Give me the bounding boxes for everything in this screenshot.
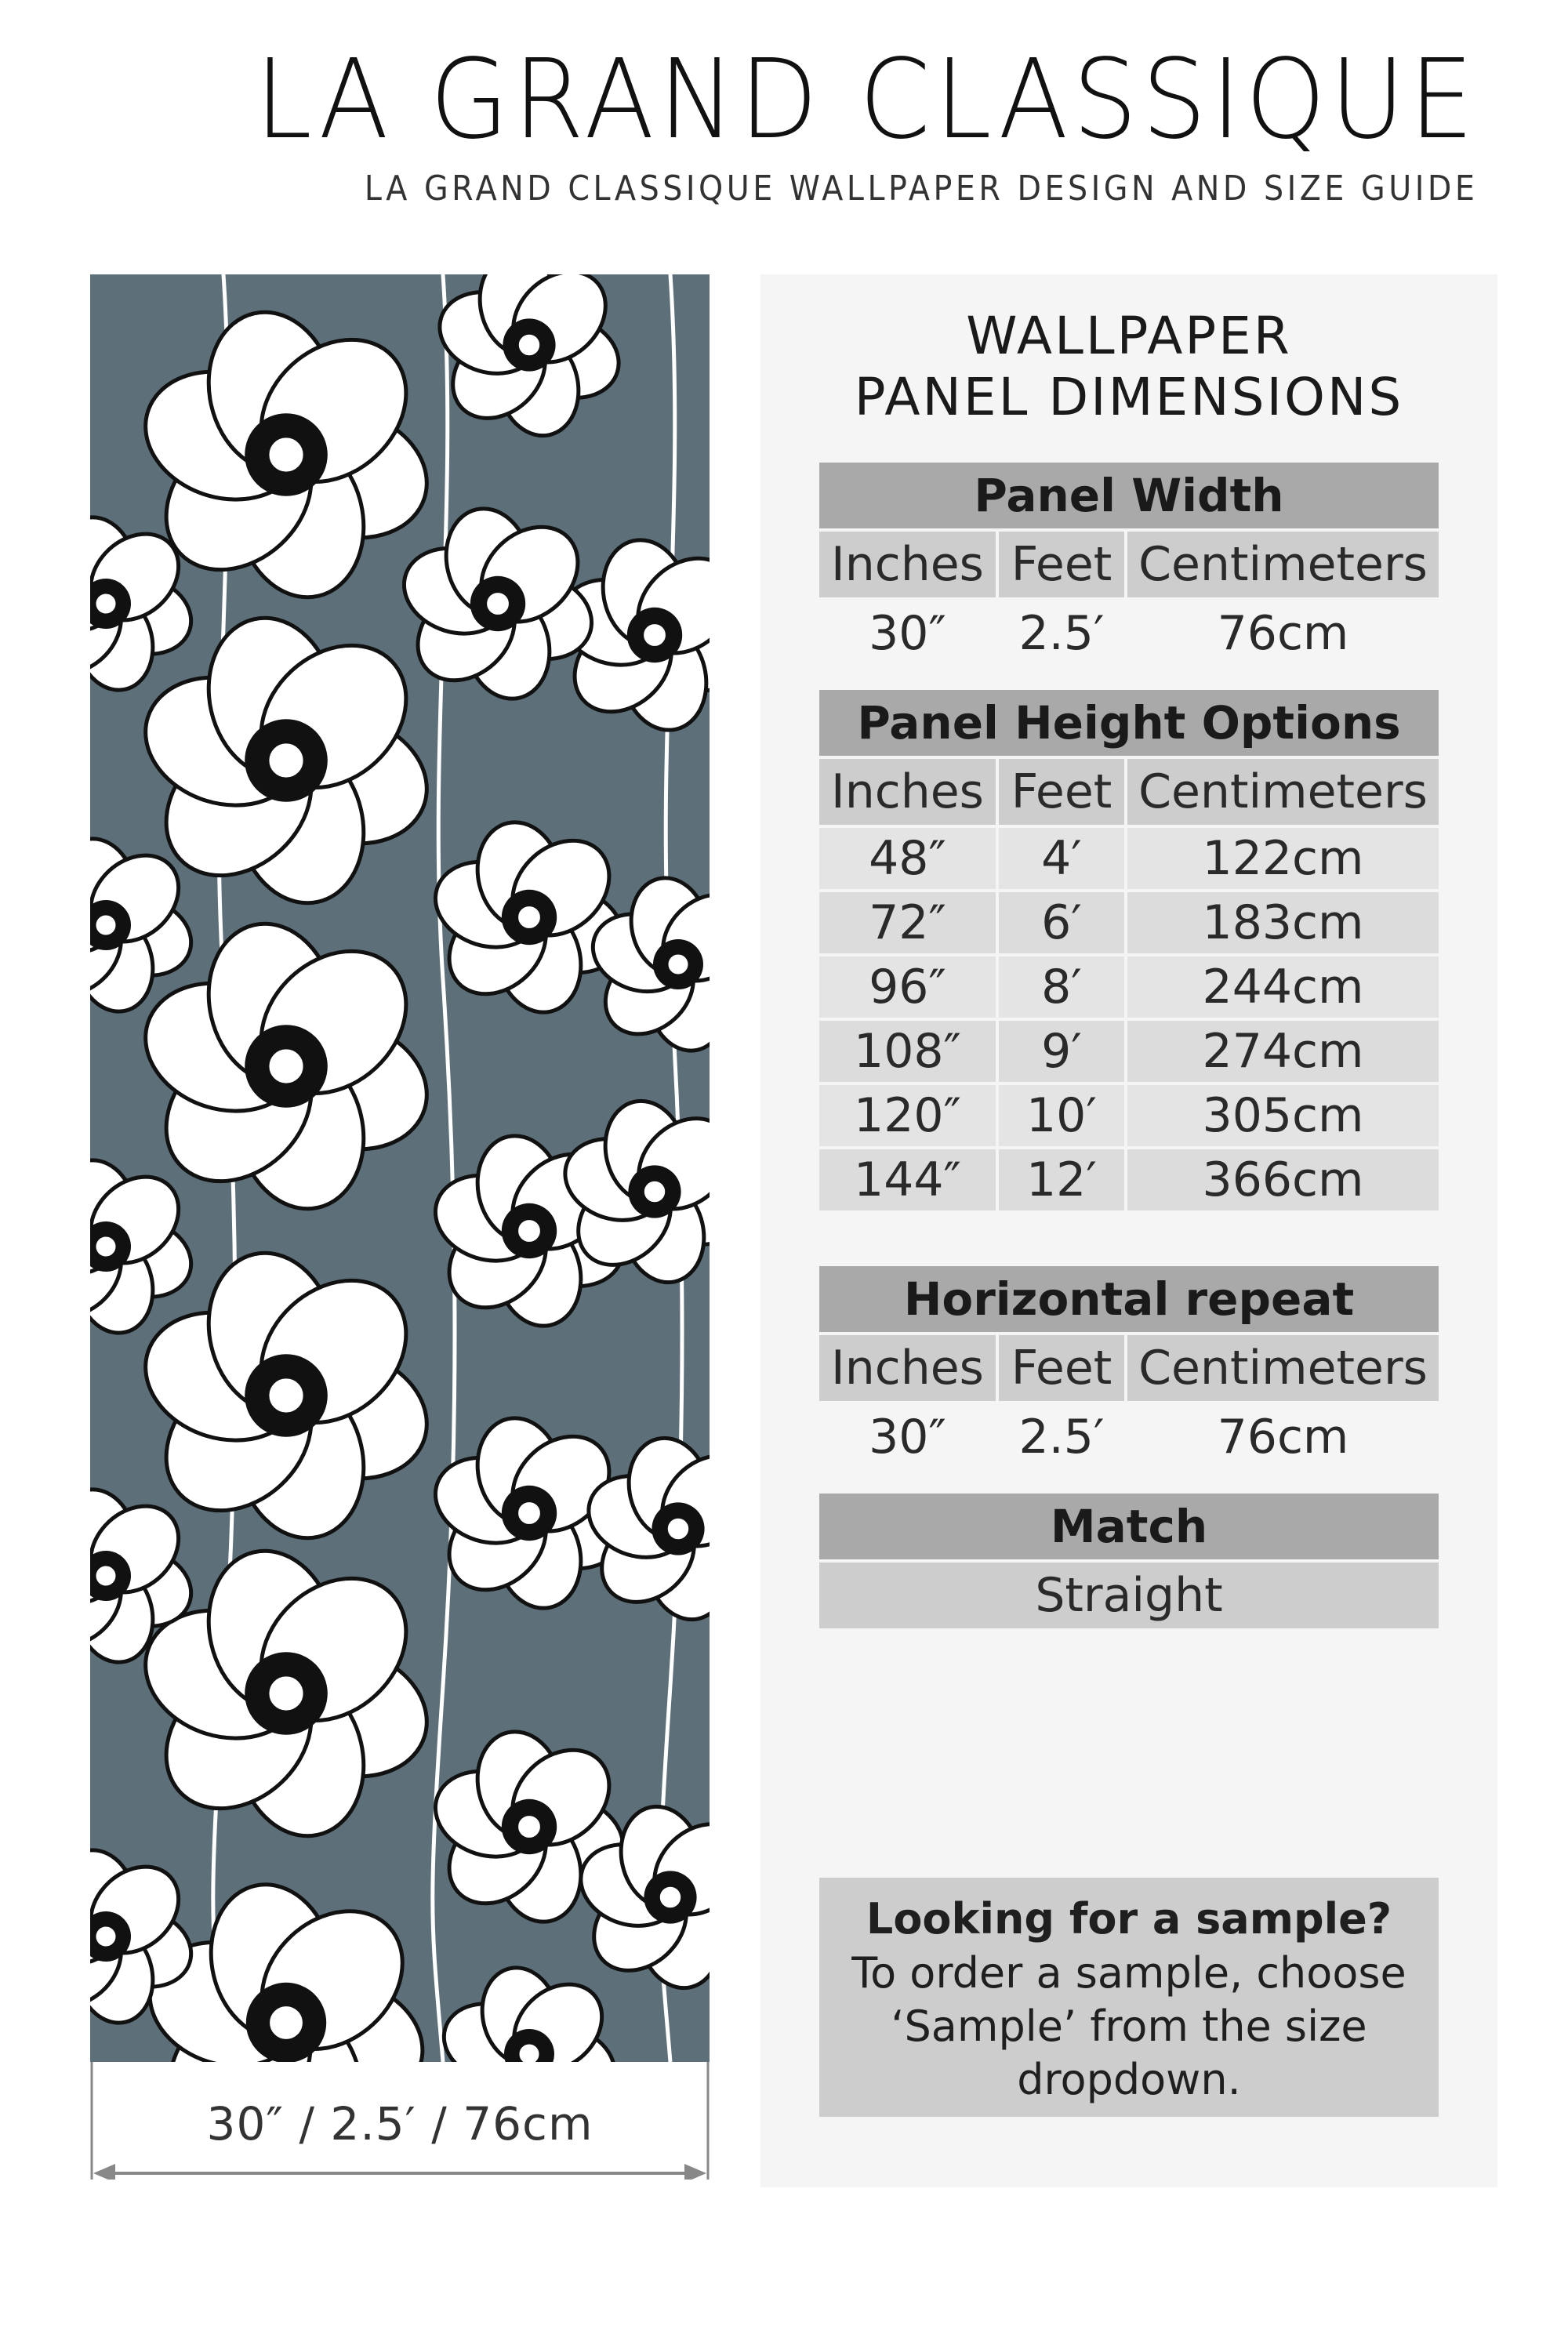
height-cm: 274cm: [1127, 1021, 1439, 1082]
panel-height-column-headers: [819, 759, 1439, 825]
horizontal-repeat-header: Horizontal repeat: [819, 1266, 1439, 1332]
panel-width-header: Panel Width: [819, 463, 1439, 528]
width-dimension-label: 30″ / 2.5′ / 76cm: [206, 2097, 593, 2151]
height-feet: 10′: [999, 1085, 1124, 1146]
match-header: Match: [819, 1494, 1439, 1559]
spec-heading: [760, 306, 1497, 428]
width-dimension-indicator: [90, 2062, 710, 2180]
height-inches: 144″: [819, 1149, 996, 1210]
height-cm: 244cm: [1127, 956, 1439, 1018]
height-cm: 366cm: [1127, 1149, 1439, 1210]
panel-height-table: [819, 690, 1439, 1214]
brand-subtitle: LA GRAND CLASSIQUE WALLPAPER DESIGN AND SIZE GUIDE: [364, 169, 1478, 209]
column-header-feet: Feet: [999, 532, 1124, 597]
spec-panel: [760, 274, 1497, 2187]
horizontal-repeat-values: [819, 1404, 1439, 1470]
height-inches: 48″: [819, 828, 996, 889]
height-inches: 120″: [819, 1085, 996, 1146]
sample-info-box: [819, 1878, 1439, 2117]
repeat-inches: 30″: [869, 1410, 946, 1465]
wallpaper-pattern-swatch: [90, 274, 710, 2062]
table-row: [819, 1149, 1439, 1210]
column-header-cm: Centimeters: [1127, 759, 1439, 825]
poppy-flower-icon: [90, 1152, 201, 1341]
table-row: [819, 1021, 1439, 1082]
sample-body: To order a sample, choose ‘Sample’ from the size dropdown.: [851, 1948, 1406, 2104]
height-inches: 72″: [819, 892, 996, 953]
height-cm: 305cm: [1127, 1085, 1439, 1146]
brand-title: LA GRAND CLASSIQUE: [255, 36, 1478, 164]
panel-width-values: [819, 601, 1439, 666]
column-header-cm: Centimeters: [1127, 1335, 1439, 1401]
height-feet: 12′: [999, 1149, 1124, 1210]
panel-width-column-headers: [819, 532, 1439, 597]
poppy-flower-icon: [129, 605, 443, 916]
spec-heading-line2: PANEL DIMENSIONS: [854, 366, 1404, 427]
repeat-feet: 2.5′: [1018, 1410, 1105, 1465]
height-feet: 4′: [999, 828, 1124, 889]
height-cm: 122cm: [1127, 828, 1439, 889]
column-header-feet: Feet: [999, 759, 1124, 825]
match-table: [819, 1494, 1439, 1628]
table-row: [819, 1085, 1439, 1146]
height-feet: 9′: [999, 1021, 1124, 1082]
table-row: [819, 892, 1439, 953]
table-row: [819, 828, 1439, 889]
column-header-feet: Feet: [999, 1335, 1124, 1401]
height-feet: 8′: [999, 956, 1124, 1018]
spec-heading-line1: WALLPAPER: [966, 306, 1292, 366]
panel-width-table: [819, 463, 1439, 670]
height-feet: 6′: [999, 892, 1124, 953]
height-inches: 108″: [819, 1021, 996, 1082]
match-value: Straight: [819, 1563, 1439, 1628]
poppy-flower-icon: [425, 814, 634, 1021]
column-header-inches: Inches: [819, 532, 996, 597]
horizontal-repeat-table: [819, 1266, 1439, 1473]
width-inches: 30″: [869, 606, 946, 661]
poppy-flower-icon: [430, 274, 629, 444]
repeat-cm: 76cm: [1217, 1410, 1349, 1465]
column-header-inches: Inches: [819, 1335, 996, 1401]
height-inches: 96″: [819, 956, 996, 1018]
table-row: [819, 956, 1439, 1018]
column-header-cm: Centimeters: [1127, 532, 1439, 597]
height-cm: 183cm: [1127, 892, 1439, 953]
poppy-flower-icon: [394, 500, 603, 707]
poppy-flower-icon: [434, 1960, 624, 2062]
sample-title: Looking for a sample?: [866, 1894, 1392, 1944]
poppy-pattern: [90, 274, 710, 2062]
horizontal-repeat-column-headers: [819, 1335, 1439, 1401]
width-cm: 76cm: [1217, 606, 1349, 661]
width-feet: 2.5′: [1018, 606, 1105, 661]
column-header-inches: Inches: [819, 759, 996, 825]
panel-height-header: Panel Height Options: [819, 690, 1439, 756]
